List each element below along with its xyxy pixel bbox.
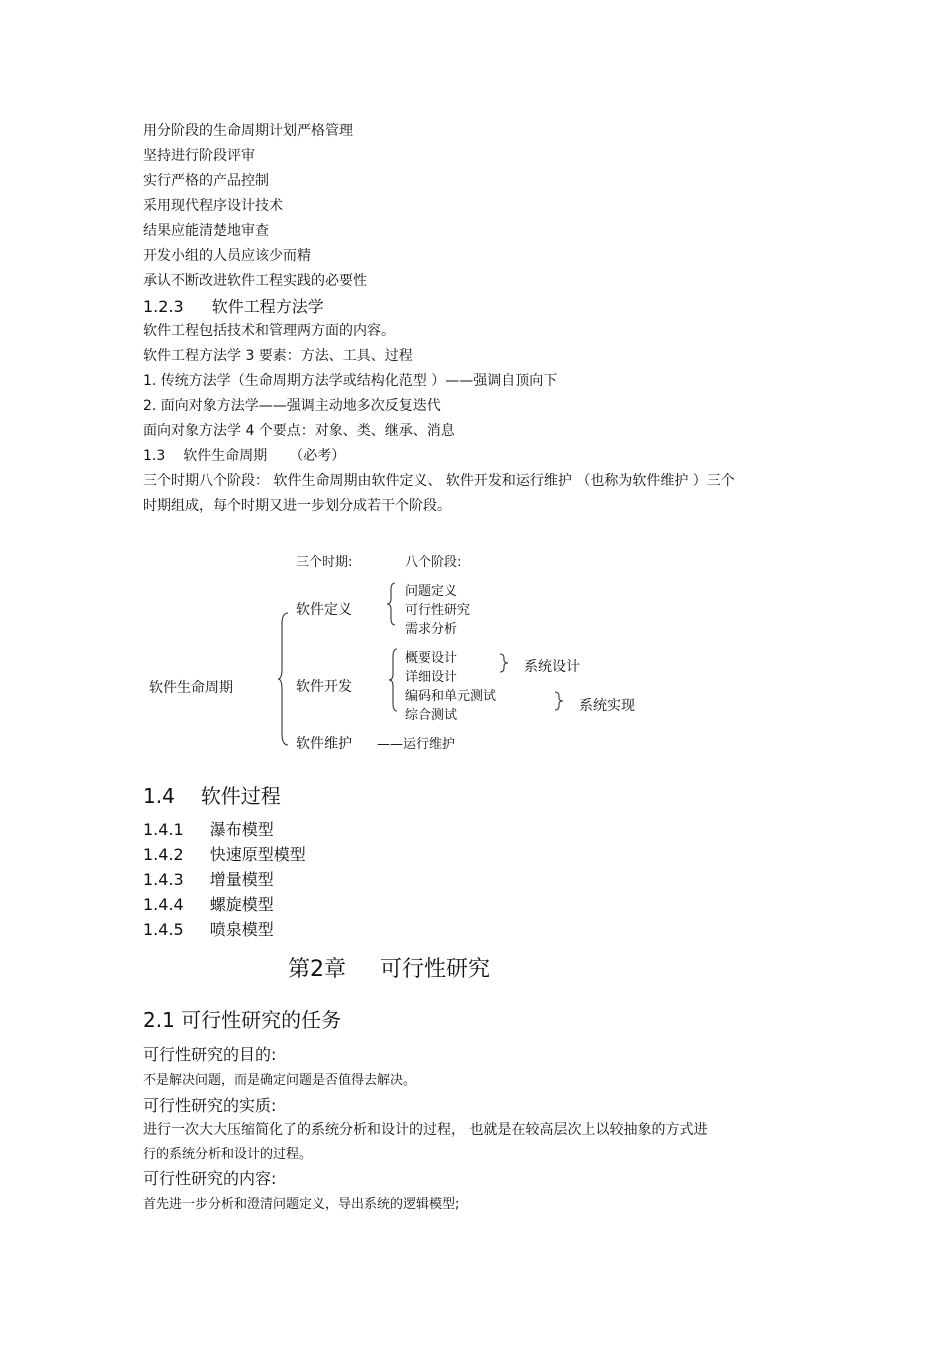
development-brace [389,648,399,712]
section-number: 1.2.3 [143,297,184,316]
stage-item: 可行性研究 [405,603,471,618]
stage-item: 编码和单元测试 [405,689,497,704]
system-impl-label: 系统实现 [579,698,635,714]
list-item: 坚持进行阶段评审 [143,148,255,164]
definition-brace [387,582,397,626]
paragraph-line: 进行一次大大压缩简化了的系统分析和设计的过程， 也就是在较高层次上以较抽象的方式进 [143,1122,708,1138]
paragraph-line: 首先进一步分析和澄清问题定义，导出系统的逻辑模型; [143,1197,460,1212]
stage-item: 需求分析 [405,622,458,637]
paragraph-line: 三个时期八个阶段： 软件生命周期由软件定义、 软件开发和运行维护 （也称为软件维护 ）三个 [143,473,735,489]
stage-item: 概要设计 [405,651,458,666]
section-number: 1.3 [143,448,166,464]
subsection-title: 瀑布模型 [209,820,274,839]
paragraph-line: 1. 传统方法学（生命周期方法学或结构化范型 ）——强调自顶向下 [143,373,558,389]
diagram-header-stages: 八个阶段: [405,555,462,570]
subsection-title: 增量模型 [209,870,274,889]
period-definition: 软件定义 [296,602,352,618]
subsection-heading [143,892,274,915]
subsection-heading [143,842,306,865]
paragraph-line: 2. 面向对象方法学——强调主动地多次反复迭代 [143,398,441,414]
subsection-number: 1.4.1 [143,820,184,839]
system-impl-brace [554,691,564,711]
subsection-title: 快速原型模型 [209,845,306,864]
subsection-number: 1.4.4 [143,895,184,914]
subheading-purpose: 可行性研究的目的: [143,1045,277,1064]
chapter-name: 可行性研究 [380,957,491,982]
paragraph-line: 面向对象方法学 4 个要点：对象、类、继承、消息 [143,423,455,439]
root-brace [278,612,290,746]
subsection-title: 喷泉模型 [209,920,274,939]
section-heading-2-1: 2.1 可行性研究的任务 [143,1008,342,1032]
section-heading-1-4 [143,780,281,809]
maintenance-stage: ——运行维护 [377,737,456,752]
section-title: 软件工程方法学 [211,297,324,316]
subsection-heading [143,867,274,890]
list-item: 承认不断改进软件工程实践的必要性 [143,273,367,289]
list-item: 采用现代程序设计技术 [143,198,283,214]
section-heading-1-2-3 [143,294,324,317]
section-title: 软件生命周期 [183,448,268,464]
subheading-content: 可行性研究的内容: [143,1169,277,1188]
period-development: 软件开发 [296,679,352,695]
diagram-root: 软件生命周期 [149,680,233,696]
diagram-header-periods: 三个时期: [296,555,353,570]
section-note: （必考） [289,448,346,464]
stage-item: 综合测试 [405,708,458,723]
paragraph-line: 时期组成，每个时期又进一步划分成若干个阶段。 [143,498,451,514]
period-maintenance: 软件维护 [296,736,352,752]
paragraph-line: 行的系统分析和设计的过程。 [143,1147,313,1162]
subsection-number: 1.4.5 [143,920,184,939]
list-item: 开发小组的人员应该少而精 [143,248,311,264]
subsection-heading [143,917,274,940]
list-item: 用分阶段的生命周期计划严格管理 [143,123,353,139]
paragraph-line: 软件工程包括技术和管理两方面的内容。 [143,323,395,339]
stage-item: 详细设计 [405,670,458,685]
subsection-heading [143,817,274,840]
chapter-title [288,952,490,983]
paragraph-line: 软件工程方法学 3 要素：方法、工具、过程 [143,348,413,364]
section-heading-1-3 [143,445,345,465]
subheading-essence: 可行性研究的实质: [143,1096,277,1115]
paragraph-line: 不是解决问题，而是确定问题是否值得去解决。 [143,1073,417,1088]
subsection-number: 1.4.2 [143,845,184,864]
section-title: 软件过程 [200,784,281,808]
list-item: 结果应能清楚地审查 [143,223,269,239]
subsection-number: 1.4.3 [143,870,184,889]
list-item: 实行严格的产品控制 [143,173,269,189]
stage-item: 问题定义 [405,584,458,599]
system-design-label: 系统设计 [524,659,580,675]
section-number: 1.4 [143,784,175,808]
chapter-number: 第2章 [288,957,346,982]
subsection-title: 螺旋模型 [209,895,274,914]
system-design-brace [499,653,509,673]
